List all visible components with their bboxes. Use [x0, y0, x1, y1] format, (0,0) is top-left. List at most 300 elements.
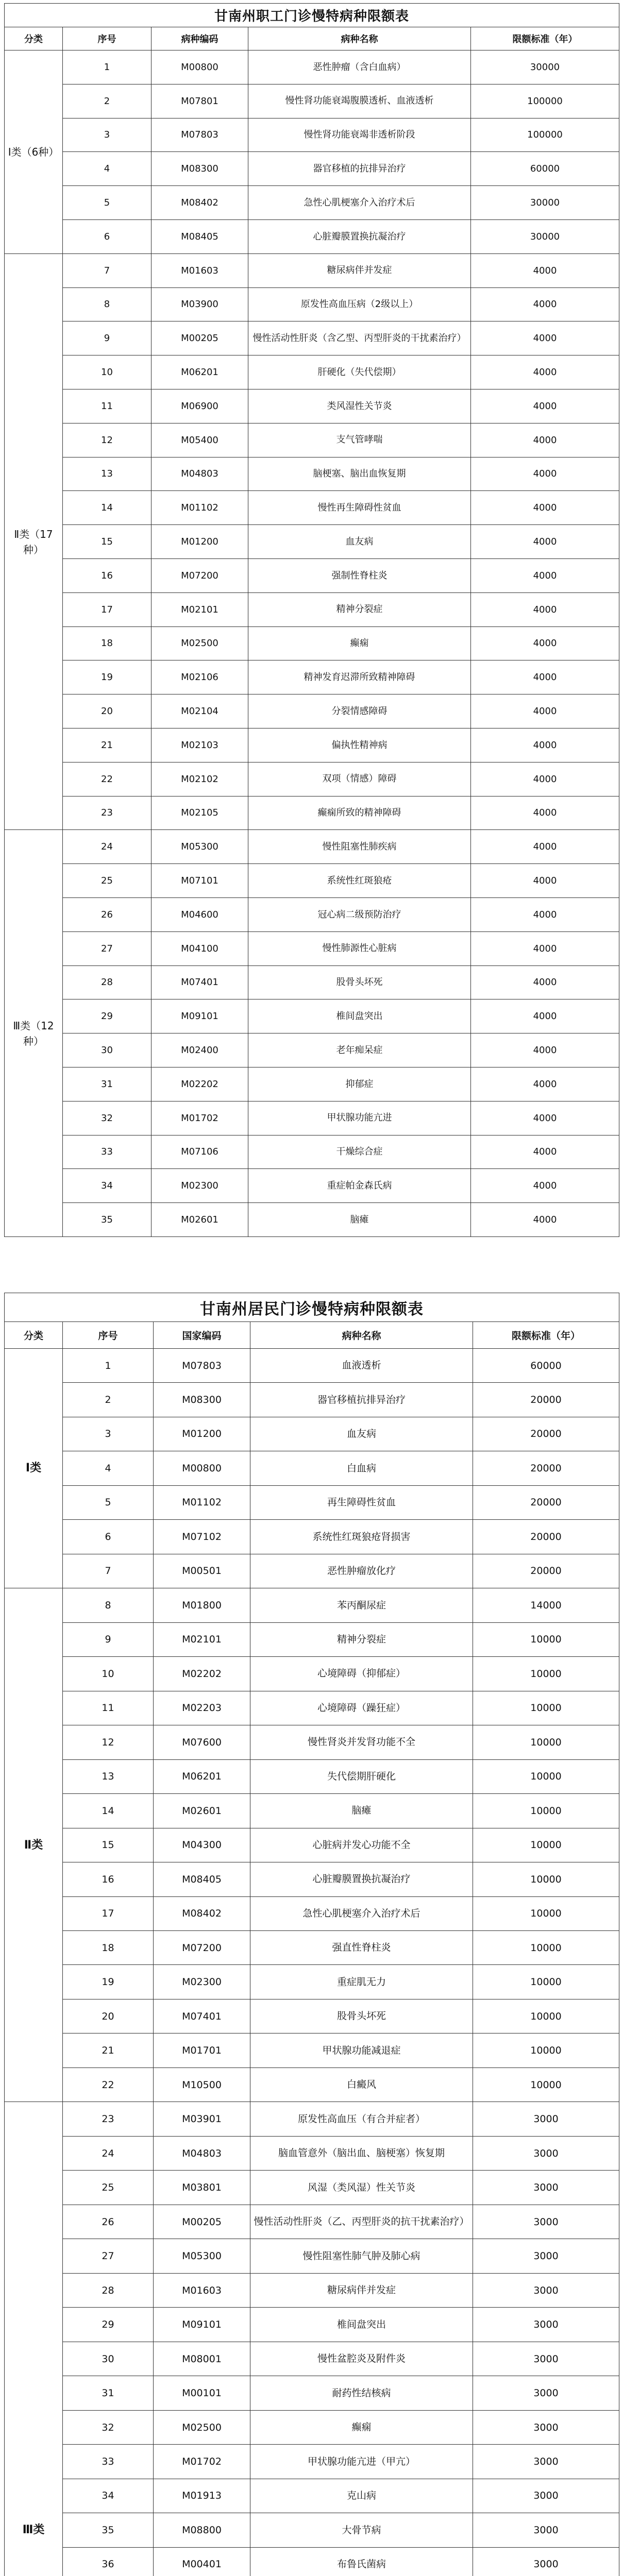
disease-code-cell: M02500	[154, 2410, 250, 2444]
category-cell: Ⅰ类	[5, 1348, 63, 1588]
disease-name-cell: 抑郁症	[248, 1067, 471, 1101]
row-number-cell: 19	[63, 660, 151, 694]
disease-code-cell: M02601	[151, 1203, 248, 1237]
table-row	[5, 2067, 619, 2102]
table-row	[5, 1554, 619, 1588]
row-number-cell: 18	[63, 1931, 154, 1965]
disease-code-cell: M07200	[154, 1931, 250, 1965]
row-number-cell: 3	[63, 118, 151, 152]
limit-amount-cell: 30000	[471, 50, 619, 84]
table-row	[5, 423, 619, 457]
disease-code-cell: M09101	[151, 999, 248, 1033]
row-number-cell: 13	[63, 1759, 154, 1793]
disease-code-cell: M08300	[151, 152, 248, 186]
table-row	[5, 2410, 619, 2444]
category-cell: Ⅰ类（6种）	[5, 50, 63, 254]
limit-amount-cell: 3000	[473, 2547, 619, 2576]
row-number-cell: 10	[63, 1657, 154, 1691]
table-row	[5, 626, 619, 660]
disease-name-cell: 苯丙酮尿症	[250, 1588, 473, 1622]
limit-amount-cell: 14000	[473, 1588, 619, 1622]
table-row	[5, 219, 619, 253]
disease-name-cell: 股骨头坏死	[250, 1999, 473, 2033]
row-number-cell: 9	[63, 321, 151, 355]
row-number-cell: 11	[63, 1691, 154, 1725]
limit-amount-cell: 10000	[473, 1622, 619, 1656]
disease-name-cell: 强直性脊柱炎	[250, 1931, 473, 1965]
disease-code-cell: M01603	[151, 253, 248, 287]
disease-code-cell: M03900	[151, 287, 248, 321]
disease-name-cell: 风湿（类风湿）性关节炎	[250, 2171, 473, 2205]
table-row	[5, 796, 619, 830]
disease-name-cell: 脑血管意外（脑出血、脑梗塞）恢复期	[250, 2136, 473, 2170]
row-number-cell: 3	[63, 1417, 154, 1451]
row-number-cell: 35	[63, 2513, 154, 2547]
table-row	[5, 830, 619, 864]
limit-amount-cell: 4000	[471, 253, 619, 287]
row-number-cell: 2	[63, 84, 151, 118]
disease-code-cell: M07200	[151, 558, 248, 592]
disease-name-cell: 脑梗塞、脑出血恢复期	[248, 457, 471, 491]
limit-amount-cell: 60000	[473, 1348, 619, 1382]
limit-amount-cell: 20000	[473, 1485, 619, 1519]
limit-amount-cell: 4000	[471, 423, 619, 457]
row-number-cell: 32	[63, 2410, 154, 2444]
limit-amount-cell: 10000	[473, 1828, 619, 1862]
limit-amount-cell: 100000	[471, 118, 619, 152]
disease-name-cell: 精神发育迟滞所致精神障碍	[248, 660, 471, 694]
table-row	[5, 2033, 619, 2067]
row-number-cell: 9	[63, 1622, 154, 1656]
table-row	[5, 1931, 619, 1965]
category-cell: Ⅱ类	[5, 1588, 63, 2102]
limit-amount-cell: 3000	[473, 2479, 619, 2513]
column-header: 国家编码	[154, 1322, 250, 1348]
disease-name-cell: 癫痫所致的精神障碍	[248, 796, 471, 830]
row-number-cell: 17	[63, 592, 151, 626]
limit-amount-cell: 4000	[471, 1203, 619, 1237]
table-title: 甘南州职工门诊慢特病种限额表	[5, 4, 619, 27]
disease-code-cell: M10500	[154, 2067, 250, 2102]
row-number-cell: 8	[63, 287, 151, 321]
limit-amount-cell: 20000	[473, 1520, 619, 1554]
disease-code-cell: M03801	[154, 2171, 250, 2205]
row-number-cell: 16	[63, 1862, 154, 1896]
disease-code-cell: M02300	[151, 1169, 248, 1203]
table-row	[5, 1622, 619, 1656]
limit-amount-cell: 4000	[471, 525, 619, 559]
disease-code-cell: M01200	[151, 525, 248, 559]
disease-name-cell: 慢性阻塞性肺气肿及肺心病	[250, 2239, 473, 2273]
disease-code-cell: M00205	[154, 2205, 250, 2239]
disease-code-cell: M08402	[151, 186, 248, 220]
column-header: 序号	[63, 1322, 154, 1348]
disease-name-cell: 双项（情感）障碍	[248, 762, 471, 796]
limit-amount-cell: 4000	[471, 287, 619, 321]
category-cell: Ⅲ类	[5, 2102, 63, 2576]
table-row	[5, 525, 619, 559]
row-number-cell: 12	[63, 423, 151, 457]
limit-amount-cell: 4000	[471, 931, 619, 965]
disease-name-cell: 再生障碍性贫血	[250, 1485, 473, 1519]
disease-name-cell: 股骨头坏死	[248, 965, 471, 999]
disease-code-cell: M08405	[154, 1862, 250, 1896]
row-number-cell: 2	[63, 1383, 154, 1417]
table-row	[5, 152, 619, 186]
disease-code-cell: M01603	[154, 2273, 250, 2307]
limit-amount-cell: 4000	[471, 830, 619, 864]
limit-amount-cell: 4000	[471, 355, 619, 389]
disease-code-cell: M02202	[154, 1657, 250, 1691]
disease-name-cell: 原发性高血压病（2级以上）	[248, 287, 471, 321]
row-number-cell: 11	[63, 389, 151, 423]
disease-name-cell: 椎间盘突出	[250, 2308, 473, 2342]
limit-amount-cell: 3000	[473, 2273, 619, 2307]
table-row	[5, 558, 619, 592]
row-number-cell: 16	[63, 558, 151, 592]
disease-name-cell: 慢性肾炎并发肾功能不全	[250, 1725, 473, 1759]
disease-name-cell: 布鲁氏菌病	[250, 2547, 473, 2576]
disease-code-cell: M07401	[151, 965, 248, 999]
disease-code-cell: M02300	[154, 1965, 250, 1999]
disease-code-cell: M08405	[151, 219, 248, 253]
table-row	[5, 1828, 619, 1862]
limit-amount-cell: 3000	[473, 2513, 619, 2547]
disease-code-cell: M07803	[154, 1348, 250, 1382]
limit-amount-cell: 4000	[471, 694, 619, 728]
row-number-cell: 4	[63, 1451, 154, 1485]
disease-code-cell: M00101	[154, 2376, 250, 2410]
disease-code-cell: M00800	[151, 50, 248, 84]
limit-amount-cell: 3000	[473, 2308, 619, 2342]
table-row	[5, 2205, 619, 2239]
table-row	[5, 660, 619, 694]
disease-code-cell: M08300	[154, 1383, 250, 1417]
row-number-cell: 25	[63, 864, 151, 898]
table-row	[5, 2547, 619, 2576]
table-row	[5, 965, 619, 999]
disease-name-cell: 系统性红斑狼疮	[248, 864, 471, 898]
table-row	[5, 457, 619, 491]
disease-code-cell: M06201	[154, 1759, 250, 1793]
disease-code-cell: M04600	[151, 897, 248, 931]
limit-amount-cell: 3000	[473, 2102, 619, 2136]
disease-name-cell: 慢性活动性肝炎（含乙型、丙型肝炎的干扰素治疗）	[248, 321, 471, 355]
row-number-cell: 32	[63, 1101, 151, 1135]
table-row	[5, 1691, 619, 1725]
disease-code-cell: M02103	[151, 728, 248, 762]
disease-name-cell: 支气管哮喘	[248, 423, 471, 457]
table-row	[5, 2102, 619, 2136]
table-row	[5, 1348, 619, 1382]
disease-code-cell: M06900	[151, 389, 248, 423]
disease-code-cell: M01102	[151, 491, 248, 525]
table-row	[5, 1203, 619, 1237]
disease-name-cell: 重症肌无力	[250, 1965, 473, 1999]
row-number-cell: 23	[63, 796, 151, 830]
disease-name-cell: 肝硬化（失代偿期）	[248, 355, 471, 389]
limit-amount-cell: 20000	[473, 1417, 619, 1451]
limit-amount-cell: 4000	[471, 728, 619, 762]
table-row	[5, 1588, 619, 1622]
disease-code-cell: M04100	[151, 931, 248, 965]
disease-name-cell: 克山病	[250, 2479, 473, 2513]
limit-amount-cell: 10000	[473, 1657, 619, 1691]
column-header: 序号	[63, 27, 151, 50]
row-number-cell: 24	[63, 2136, 154, 2170]
row-number-cell: 22	[63, 762, 151, 796]
disease-name-cell: 精神分裂症	[248, 592, 471, 626]
row-number-cell: 8	[63, 1588, 154, 1622]
table-row	[5, 592, 619, 626]
disease-name-cell: 癫痫	[250, 2410, 473, 2444]
limit-amount-cell: 4000	[471, 558, 619, 592]
limit-amount-cell: 4000	[471, 626, 619, 660]
row-number-cell: 10	[63, 355, 151, 389]
disease-code-cell: M02106	[151, 660, 248, 694]
row-number-cell: 18	[63, 626, 151, 660]
column-header: 限额标准（年）	[471, 27, 619, 50]
disease-name-cell: 老年痴呆症	[248, 1033, 471, 1067]
limit-amount-cell: 30000	[471, 186, 619, 220]
limit-amount-cell: 10000	[473, 1691, 619, 1725]
disease-code-cell: M04803	[154, 2136, 250, 2170]
limit-amount-cell: 10000	[473, 1759, 619, 1793]
row-number-cell: 25	[63, 2171, 154, 2205]
table-row	[5, 2136, 619, 2170]
row-number-cell: 36	[63, 2547, 154, 2576]
table-row	[5, 186, 619, 220]
row-number-cell: 34	[63, 2479, 154, 2513]
disease-code-cell: M01701	[154, 2033, 250, 2067]
limit-amount-cell: 4000	[471, 457, 619, 491]
resident-outpatient-limit-table	[4, 1293, 619, 2576]
category-cell: Ⅲ类（12种）	[5, 830, 63, 1237]
disease-name-cell: 偏执性精神病	[248, 728, 471, 762]
row-number-cell: 20	[63, 1999, 154, 2033]
table-row	[5, 1485, 619, 1519]
disease-name-cell: 糖尿病伴并发症	[248, 253, 471, 287]
disease-name-cell: 类风湿性关节炎	[248, 389, 471, 423]
disease-code-cell: M00205	[151, 321, 248, 355]
disease-code-cell: M02500	[151, 626, 248, 660]
column-header: 分类	[5, 1322, 63, 1348]
limit-amount-cell: 3000	[473, 2136, 619, 2170]
disease-code-cell: M02203	[154, 1691, 250, 1725]
row-number-cell: 21	[63, 728, 151, 762]
table-row	[5, 1101, 619, 1135]
limit-amount-cell: 10000	[473, 2033, 619, 2067]
disease-code-cell: M01702	[154, 2445, 250, 2479]
row-number-cell: 5	[63, 186, 151, 220]
limit-amount-cell: 4000	[471, 897, 619, 931]
disease-name-cell: 血友病	[248, 525, 471, 559]
table-row	[5, 2376, 619, 2410]
disease-code-cell: M07803	[151, 118, 248, 152]
disease-name-cell: 分裂情感障碍	[248, 694, 471, 728]
disease-name-cell: 心脏瓣膜置换抗凝治疗	[250, 1862, 473, 1896]
row-number-cell: 19	[63, 1965, 154, 1999]
disease-name-cell: 慢性肺源性心脏病	[248, 931, 471, 965]
employee-outpatient-limit-table	[4, 3, 619, 1237]
column-header: 病种名称	[248, 27, 471, 50]
limit-amount-cell: 100000	[471, 84, 619, 118]
disease-name-cell: 精神分裂症	[250, 1622, 473, 1656]
row-number-cell: 30	[63, 1033, 151, 1067]
table-row	[5, 321, 619, 355]
table-row	[5, 2342, 619, 2376]
row-number-cell: 35	[63, 1203, 151, 1237]
disease-code-cell: M08402	[154, 1896, 250, 1930]
disease-name-cell: 器官移植的抗排异治疗	[248, 152, 471, 186]
disease-code-cell: M01913	[154, 2479, 250, 2513]
disease-name-cell: 甲状腺功能减退症	[250, 2033, 473, 2067]
table-row	[5, 491, 619, 525]
limit-amount-cell: 30000	[471, 219, 619, 253]
disease-name-cell: 慢性肾功能衰竭腹膜透析、血液透析	[248, 84, 471, 118]
disease-code-cell: M00501	[154, 1554, 250, 1588]
disease-code-cell: M08800	[154, 2513, 250, 2547]
row-number-cell: 20	[63, 694, 151, 728]
limit-amount-cell: 4000	[471, 1101, 619, 1135]
disease-name-cell: 干燥综合症	[248, 1135, 471, 1169]
limit-amount-cell: 10000	[473, 1965, 619, 1999]
disease-name-cell: 脑瘫	[248, 1203, 471, 1237]
disease-code-cell: M04803	[151, 457, 248, 491]
disease-code-cell: M01800	[154, 1588, 250, 1622]
table-row	[5, 50, 619, 84]
disease-code-cell: M03901	[154, 2102, 250, 2136]
table-row	[5, 1965, 619, 1999]
disease-code-cell: M02202	[151, 1067, 248, 1101]
limit-amount-cell: 4000	[471, 999, 619, 1033]
disease-code-cell: M02102	[151, 762, 248, 796]
table-row	[5, 1999, 619, 2033]
disease-name-cell: 恶性肿瘤（含白血病）	[248, 50, 471, 84]
limit-amount-cell: 3000	[473, 2205, 619, 2239]
disease-name-cell: 重症帕金森氏病	[248, 1169, 471, 1203]
row-number-cell: 17	[63, 1896, 154, 1930]
disease-code-cell: M06201	[151, 355, 248, 389]
row-number-cell: 7	[63, 1554, 154, 1588]
disease-code-cell: M08001	[154, 2342, 250, 2376]
disease-name-cell: 慢性肾功能衰竭非透析阶段	[248, 118, 471, 152]
disease-name-cell: 心脏病并发心功能不全	[250, 1828, 473, 1862]
row-number-cell: 6	[63, 219, 151, 253]
limit-amount-cell: 4000	[471, 1033, 619, 1067]
row-number-cell: 14	[63, 491, 151, 525]
table-row	[5, 999, 619, 1033]
limit-amount-cell: 10000	[473, 1862, 619, 1896]
disease-name-cell: 脑瘫	[250, 1794, 473, 1828]
row-number-cell: 5	[63, 1485, 154, 1519]
table-row	[5, 355, 619, 389]
table-row	[5, 762, 619, 796]
disease-code-cell: M05300	[151, 830, 248, 864]
table-row	[5, 1759, 619, 1793]
table-row	[5, 1725, 619, 1759]
disease-name-cell: 系统性红斑狼疮肾损害	[250, 1520, 473, 1554]
row-number-cell: 34	[63, 1169, 151, 1203]
disease-code-cell: M07106	[151, 1135, 248, 1169]
table-title-row	[5, 1293, 619, 1322]
limit-amount-cell: 10000	[473, 2067, 619, 2102]
limit-amount-cell: 4000	[471, 389, 619, 423]
disease-name-cell: 白血病	[250, 1451, 473, 1485]
row-number-cell: 29	[63, 2308, 154, 2342]
table-row	[5, 2479, 619, 2513]
disease-code-cell: M07600	[154, 1725, 250, 1759]
disease-name-cell: 器官移植抗排异治疗	[250, 1383, 473, 1417]
row-number-cell: 14	[63, 1794, 154, 1828]
disease-code-cell: M01702	[151, 1101, 248, 1135]
disease-code-cell: M02101	[151, 592, 248, 626]
disease-code-cell: M05300	[154, 2239, 250, 2273]
table-row	[5, 253, 619, 287]
limit-amount-cell: 10000	[473, 1896, 619, 1930]
limit-amount-cell: 20000	[473, 1383, 619, 1417]
limit-amount-cell: 4000	[471, 796, 619, 830]
column-header: 限额标准（年）	[473, 1322, 619, 1348]
disease-name-cell: 甲状腺功能亢进	[248, 1101, 471, 1135]
table-row	[5, 694, 619, 728]
table-row	[5, 2308, 619, 2342]
limit-amount-cell: 20000	[473, 1554, 619, 1588]
disease-code-cell: M00401	[154, 2547, 250, 2576]
disease-name-cell: 耐药性结核病	[250, 2376, 473, 2410]
header-row	[5, 27, 619, 50]
column-header: 病种名称	[250, 1322, 473, 1348]
limit-amount-cell: 4000	[471, 864, 619, 898]
disease-code-cell: M09101	[154, 2308, 250, 2342]
limit-amount-cell: 60000	[471, 152, 619, 186]
row-number-cell: 15	[63, 525, 151, 559]
disease-code-cell: M04300	[154, 1828, 250, 1862]
row-number-cell: 21	[63, 2033, 154, 2067]
row-number-cell: 23	[63, 2102, 154, 2136]
disease-name-cell: 慢性盆腔炎及附件炎	[250, 2342, 473, 2376]
row-number-cell: 4	[63, 152, 151, 186]
disease-name-cell: 失代偿期肝硬化	[250, 1759, 473, 1793]
disease-name-cell: 慢性活动性肝炎（乙、丙型肝炎的抗干扰素治疗）	[250, 2205, 473, 2239]
row-number-cell: 13	[63, 457, 151, 491]
table-title-row	[5, 4, 619, 27]
limit-amount-cell: 4000	[471, 1135, 619, 1169]
disease-name-cell: 糖尿病伴并发症	[250, 2273, 473, 2307]
table-row	[5, 2239, 619, 2273]
header-row	[5, 1322, 619, 1348]
table-row	[5, 1862, 619, 1896]
disease-name-cell: 冠心病二级预防治疗	[248, 897, 471, 931]
table-row	[5, 1067, 619, 1101]
disease-code-cell: M07801	[151, 84, 248, 118]
limit-amount-cell: 10000	[473, 1725, 619, 1759]
disease-name-cell: 血友病	[250, 1417, 473, 1451]
table-row	[5, 864, 619, 898]
table-row	[5, 728, 619, 762]
disease-name-cell: 强制性脊柱炎	[248, 558, 471, 592]
table-row	[5, 1417, 619, 1451]
table-row	[5, 1896, 619, 1930]
category-cell: Ⅱ类（17种）	[5, 253, 63, 830]
disease-name-cell: 血液透析	[250, 1348, 473, 1382]
row-number-cell: 30	[63, 2342, 154, 2376]
disease-name-cell: 白癜风	[250, 2067, 473, 2102]
row-number-cell: 7	[63, 253, 151, 287]
row-number-cell: 27	[63, 2239, 154, 2273]
table-row	[5, 897, 619, 931]
disease-code-cell: M07401	[154, 1999, 250, 2033]
